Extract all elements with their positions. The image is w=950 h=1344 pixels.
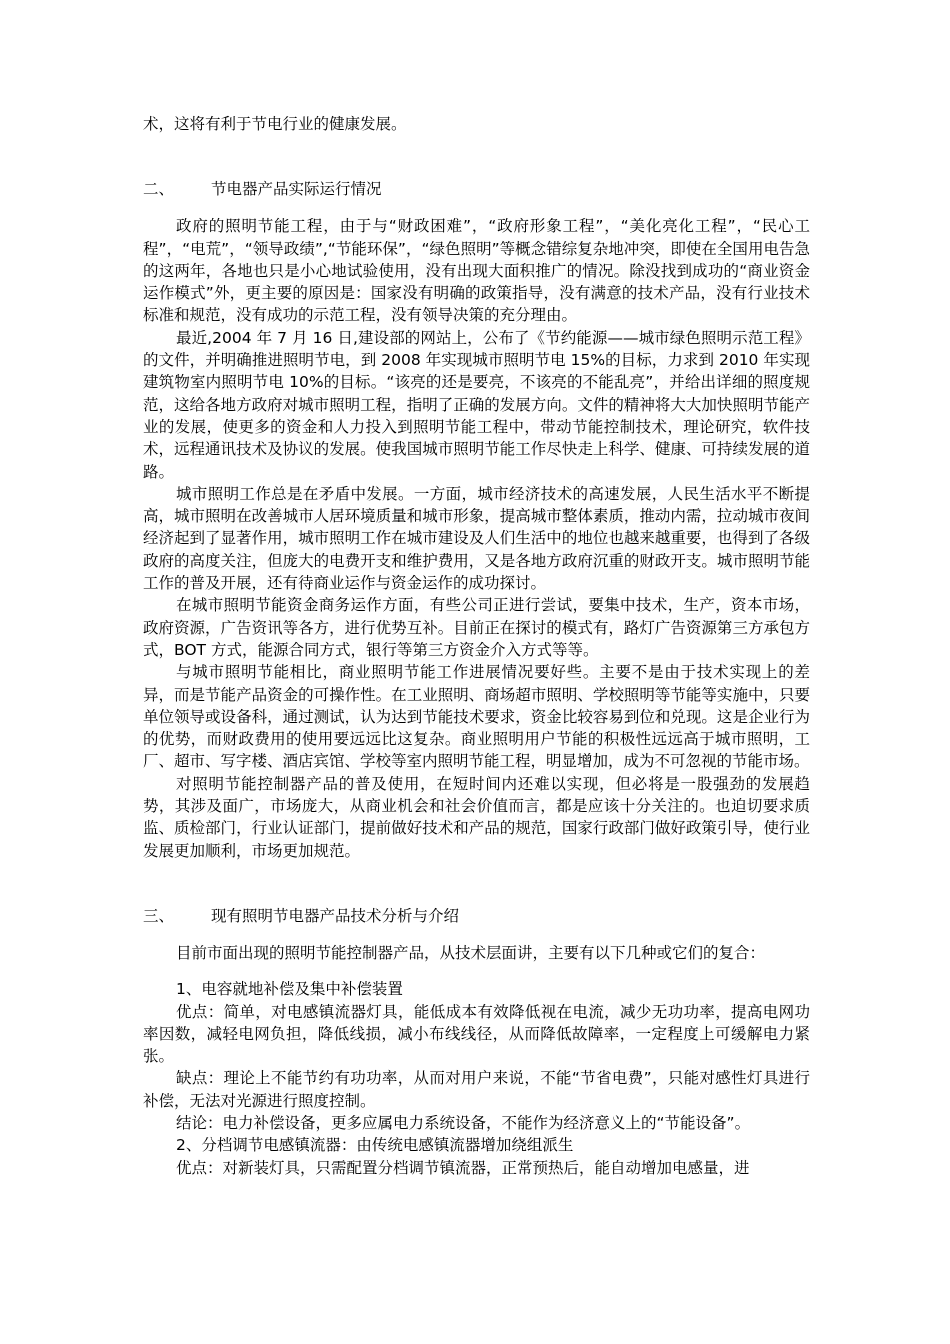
section-2-paragraph: 最近,2004 年 7 月 16 日,建设部的网站上，公布了《节约能源——城市绿色照明示范工程》的文件，并明确推进照明节电，到 2008 年实现城市照明节电 15%的目标，力求到 2010 年实现建筑物室内照明节电 10%的目标。“该亮的还是要亮，不该亮的不能乱亮”，并给出详细的照度规范，这给各地方政府对城市照明工程，指明了正确的发展方向。文件的精神将大大加快照明节能产业的发展，使更多的资金和人力投入到照明节能工程中，带动节能控制技术，理论研究，软件技术，远程通讯技术及协议的发展。使我国城市照明节能工作尽快走上科学、健康、可持续发展的道路。 — [143, 328, 810, 481]
section-2-paragraph: 政府的照明节能工程，由于与“财政困难”，“政府形象工程”，“美化亮化工程”，“民心工程”，“电荒”，“领导政绩”,“节能环保”，“绿色照明”等概念错综复杂地冲突，即使在全国用电告急的这两年，各地也只是小心地试验使用，没有出现大面积推广的情况。除没找到成功的“商业资金运作模式”外，更主要的原因是：国家没有明确的政策指导，没有满意的技术产品，没有行业技术标准和规范，没有成功的示范工程，没有领导决策的充分理由。 — [143, 217, 810, 325]
section-2-paragraph: 城市照明工作总是在矛盾中发展。一方面，城市经济技术的高速发展，人民生活水平不断提高，城市照明在改善城市人居环境质量和城市形象，提高城市整体素质，推动内需，拉动城市夜间经济起到了显著作用，城市照明工作在城市建设及人们生活中的地位也越来越重要，也得到了各级政府的高度关注，但庞大的电费开支和维护费用，又是各地方政府沉重的财政开支。城市照明节能工作的普及开展，还有待商业运作与资金运作的成功探讨。 — [143, 484, 810, 593]
item-1-title: 1、电容就地补偿及集中补偿装置 — [176, 980, 403, 999]
document-page — [143, 113, 810, 1179]
section-3-heading — [143, 905, 810, 927]
item-1-cons: 缺点：理论上不能节约有功功率，从而对用户来说，不能“节省电费”，只能对感性灯具进行补偿，无法对光源进行照度控制。 — [143, 1069, 810, 1110]
item-2-title: 2、分档调节电感镇流器：由传统电感镇流器增加绕组派生 — [176, 1136, 574, 1155]
item-2-pros: 优点：对新装灯具，只需配置分档调节镇流器，正常预热后，能自动增加电感量，进 — [176, 1158, 750, 1177]
section-2-heading — [143, 178, 810, 200]
section-2-paragraph: 对照明节能控制器产品的普及使用，在短时间内还难以实现，但必将是一股强劲的发展趋势，其涉及面广，市场庞大，从商业机会和社会价值而言，都是应该十分关注的。也迫切要求质监、质检部门，行业认证部门，提前做好技术和产品的规范，国家行政部门做好政策引导，使行业发展更加顺利，市场更加规范。 — [143, 774, 810, 860]
section-3-intro: 目前市面出现的照明节能控制器产品，从技术层面讲，主要有以下几种或它们的复合： — [176, 943, 766, 962]
item-1-conclusion: 结论：电力补偿设备，更多应属电力系统设备，不能作为经济意义上的“节能设备”。 — [176, 1113, 751, 1132]
section-2-paragraph: 在城市照明节能资金商务运作方面，有些公司正进行尝试，要集中技术，生产，资本市场，政府资源，广告资讯等各方，进行优势互补。目前正在探讨的模式有，路灯广告资源第三方承包方式，BOT 方式，能源合同方式，银行等第三方资金介入方式等等。 — [143, 596, 810, 659]
section-3-number: 三、 — [143, 906, 175, 925]
opening-line: 术，这将有利于节电行业的健康发展。 — [143, 115, 407, 133]
section-2-number: 二、 — [143, 180, 175, 199]
section-2-paragraph: 与城市照明节能相比，商业照明节能工作进展情况要好些。主要不是由于技术实现上的差异，而是节能产品资金的可操作性。在工业照明、商场超市照明、学校照明等节能等实施中，只要单位领导或设备科，通过测试，认为达到节能技术要求，资金比较容易到位和兑现。这是企业行为的优势，而财政费用的使用要远远比这复杂。商业照明用户节能的积极性远远高于城市照明，工厂、超市、写字楼、酒店宾馆、学校等室内照明节能工程，明显增加，成为不可忽视的节能市场。 — [143, 663, 810, 771]
section-2-title: 节电器产品实际运行情况 — [211, 180, 382, 199]
section-3-title: 现有照明节电器产品技术分析与介绍 — [211, 906, 460, 925]
item-1-pros: 优点：简单，对电感镇流器灯具，能低成本有效降低视在电流，减少无功功率，提高电网功率因数，减轻电网负担，降低线损，减小布线线径，从而降低故障率，一定程度上可缓解电力紧张。 — [143, 1002, 810, 1066]
